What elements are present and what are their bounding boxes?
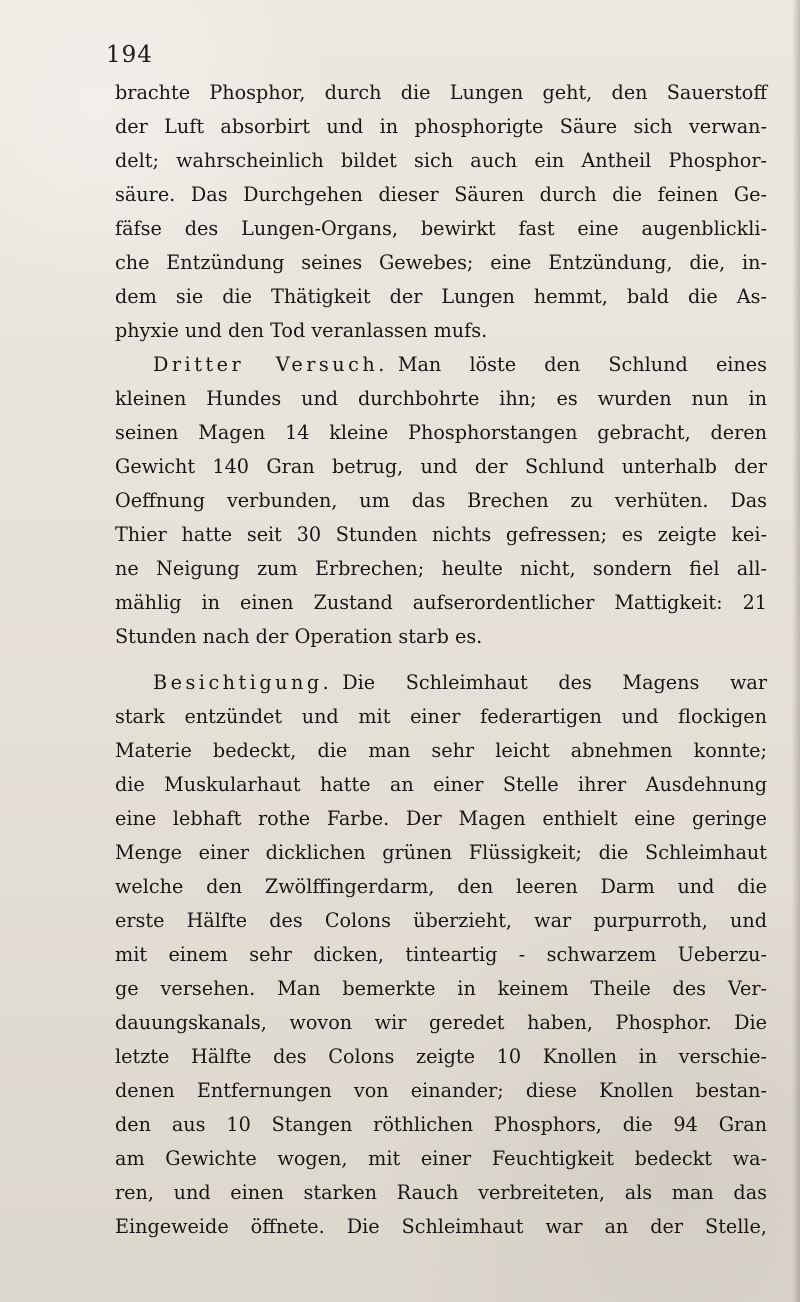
text-line: denen Entfernungen von einander; diese Knollen bestan- [115,1079,767,1102]
text-line: Oeffnung verbunden, um das Brechen zu verhüten. Das [115,489,767,512]
text-line: säure. Das Durchgehen dieser Säuren durch die feinen Ge- [115,183,767,206]
text-line: dem sie die Thätigkeit der Lungen hemmt, bald die As- [115,285,767,308]
text-line: che Entzündung seines Gewebes; eine Entzündung, die, in- [115,251,767,274]
text-line: am Gewichte wogen, mit einer Feuchtigkeit bedeckt wa- [115,1147,767,1170]
heading-line-text: Man löste den Schlund eines [397,353,767,376]
text-line: Menge einer dicklichen grünen Flüssigkeit; die Schleimhaut [115,841,767,864]
text-line: eine lebhaft rothe Farbe. Der Magen enthielt eine geringe [115,807,767,830]
text-line: den aus 10 Stangen röthlichen Phosphors, die 94 Gran [115,1113,767,1136]
text-line [115,666,767,700]
text-line: seinen Magen 14 kleine Phosphorstangen gebracht, deren [115,421,767,444]
paragraph-gap [115,654,767,666]
section-heading: Dritter Versuch. [153,353,388,376]
text-line: delt; wahrscheinlich bildet sich auch ein Antheil Phosphor- [115,149,767,172]
text-line: erste Hälfte des Colons überzieht, war purpurroth, und [115,909,767,932]
text-line: letzte Hälfte des Colons zeigte 10 Knollen in verschie- [115,1045,767,1068]
text-line: ge versehen. Man bemerkte in keinem Theile des Ver- [115,977,767,1000]
text-line: brachte Phosphor, durch die Lungen geht, den Sauerstoff [115,81,767,104]
paragraph-experiment [115,348,767,654]
text-line: Thier hatte seit 30 Stunden nichts gefressen; es zeigte kei- [115,523,767,546]
heading-line-text: Die Schleimhaut des Magens war [342,671,767,694]
text-line: Stunden nach der Operation starb es. [115,625,483,648]
text-line: Eingeweide öffnete. Die Schleimhaut war an der Stelle, [115,1215,767,1238]
paragraph-inspection [115,666,767,1244]
text-line: mit einem sehr dicken, tinteartig - schwarzem Ueberzu- [115,943,767,966]
text-line: stark entzündet und mit einer federartigen und flockigen [115,705,767,728]
text-line: ren, und einen starken Rauch verbreiteten, als man das [115,1181,767,1204]
page-number: 194 [106,42,153,68]
text-line: kleinen Hundes und durchbohrte ihn; es wurden nun in [115,387,767,410]
text-line: Materie bedeckt, die man sehr leicht abnehmen konnte; [115,739,767,762]
text-line [115,348,767,382]
text-line: ne Neigung zum Erbrechen; heulte nicht, sondern fiel all- [115,557,767,580]
text-line: dauungskanals, wovon wir geredet haben, Phosphor. Die [115,1011,767,1034]
page-edge-shadow [792,0,800,1302]
text-line: mählig in einen Zustand aufserordentlicher Mattigkeit: 21 [115,591,767,614]
section-heading: Besichtigung. [153,671,333,694]
body-text [115,76,767,1244]
text-line: phyxie und den Tod veranlassen mufs. [115,319,488,342]
paragraph-continuation [115,76,767,348]
text-line: welche den Zwölffingerdarm, den leeren Darm und die [115,875,767,898]
text-line: der Luft absorbirt und in phosphorigte Säure sich verwan- [115,115,767,138]
text-line: fäfse des Lungen-Organs, bewirkt fast eine augenblickli- [115,217,767,240]
text-line: Gewicht 140 Gran betrug, und der Schlund unterhalb der [115,455,767,478]
text-line: die Muskularhaut hatte an einer Stelle ihrer Ausdehnung [115,773,767,796]
